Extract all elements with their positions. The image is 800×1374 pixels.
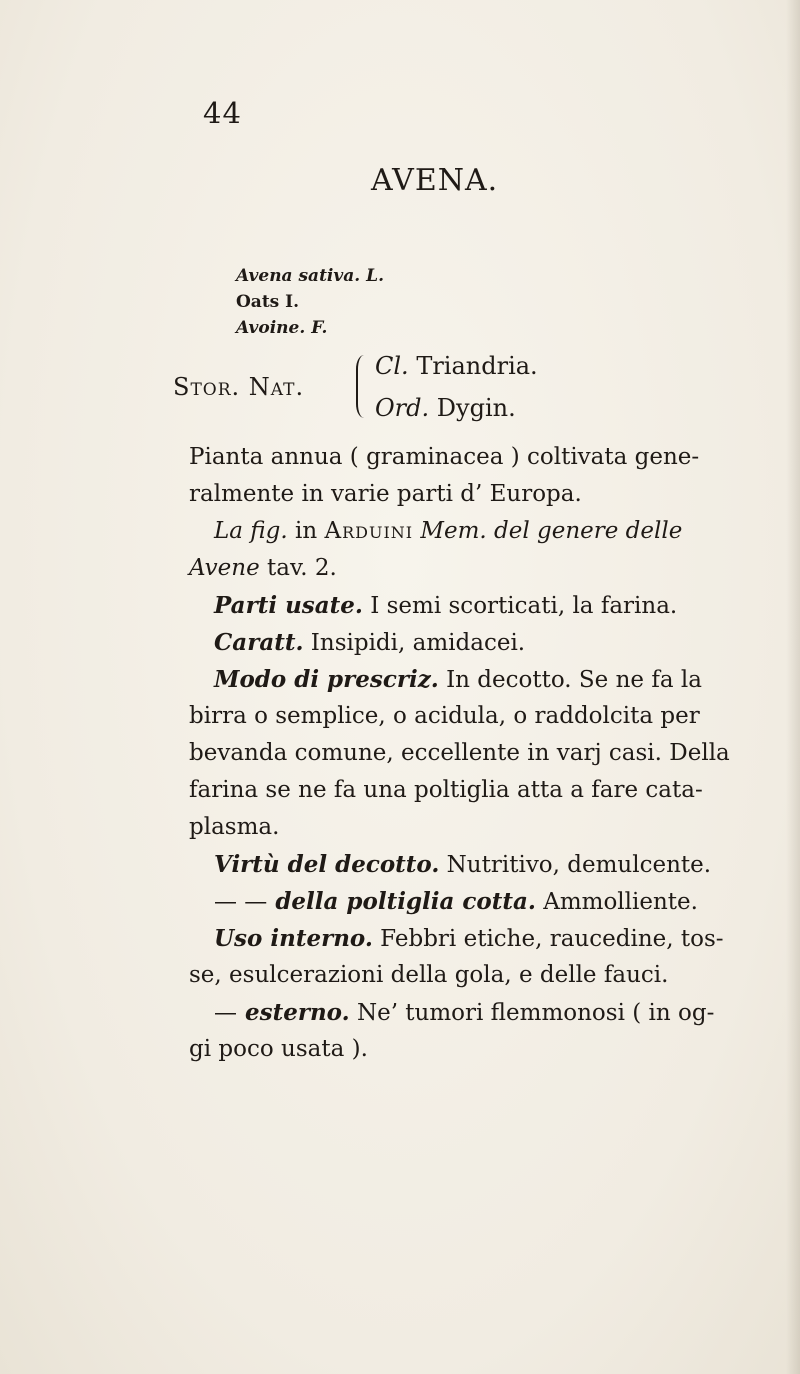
latin-name: Avena sativa. L. bbox=[236, 266, 384, 286]
page-title: AVENA. bbox=[371, 163, 499, 198]
section-heading: Caratt. bbox=[214, 629, 304, 656]
poultice-virtue: — — della poltiglia cotta. Ammolliente. bbox=[214, 888, 698, 915]
section-heading: della poltiglia cotta. bbox=[267, 888, 536, 915]
prescription-mode: Modo di prescriz. In decotto. Se ne fa la bbox=[214, 666, 702, 693]
class-label: Cl. bbox=[375, 352, 409, 380]
text-line: ralmente in varie parti d’ Europa. bbox=[189, 481, 582, 507]
text-line: gi poco usata ). bbox=[189, 1036, 368, 1062]
natural-history-label: Stor. Nat. bbox=[173, 373, 305, 401]
page-edge-shadow bbox=[786, 0, 800, 1374]
decoction-virtue: Virtù del decotto. Nutritivo, demulcente. bbox=[214, 851, 712, 878]
english-name: Oats I. bbox=[236, 292, 300, 312]
class-line bbox=[375, 352, 538, 380]
section-heading: esterno. bbox=[237, 999, 350, 1026]
french-name: Avoine. F. bbox=[236, 318, 328, 338]
parts-used: Parti usate. I semi scorticati, la farina. bbox=[214, 592, 678, 619]
order-label: Ord. bbox=[375, 394, 430, 422]
internal-use: Uso interno. Febbri etiche, raucedine, tos- bbox=[214, 925, 724, 952]
text-line: Avene tav. 2. bbox=[189, 555, 337, 581]
text-line: farina se ne fa una poltiglia atta a fare cata- bbox=[189, 777, 703, 803]
order-value: Dygin. bbox=[436, 394, 516, 422]
vernacular-names bbox=[236, 263, 384, 341]
characteristics: Caratt. Insipidi, amidacei. bbox=[214, 629, 526, 656]
page-number: 44 bbox=[203, 96, 242, 130]
text-line: birra o semplice, o acidula, o raddolcita per bbox=[189, 703, 700, 729]
class-value: Triandria. bbox=[416, 352, 538, 380]
text-line: plasma. bbox=[189, 814, 280, 840]
text-line: se, esulcerazioni della gola, e delle fauci. bbox=[189, 962, 669, 988]
section-heading: Uso interno. bbox=[214, 925, 373, 952]
text-line: Pianta annua ( graminacea ) coltivata gene- bbox=[189, 444, 700, 470]
external-use: — esterno. Ne’ tumori flemmonosi ( in og- bbox=[214, 999, 715, 1026]
figure-reference: La fig. in Arduini Mem. del genere delle bbox=[214, 518, 683, 544]
classification-brace bbox=[356, 355, 368, 418]
text-line: bevanda comune, eccellente in varj casi. Della bbox=[189, 740, 730, 766]
section-heading: Modo di prescriz. bbox=[214, 666, 439, 693]
order-line bbox=[375, 394, 516, 422]
section-heading: Virtù del decotto. bbox=[214, 851, 440, 878]
section-heading: Parti usate. bbox=[214, 592, 363, 619]
